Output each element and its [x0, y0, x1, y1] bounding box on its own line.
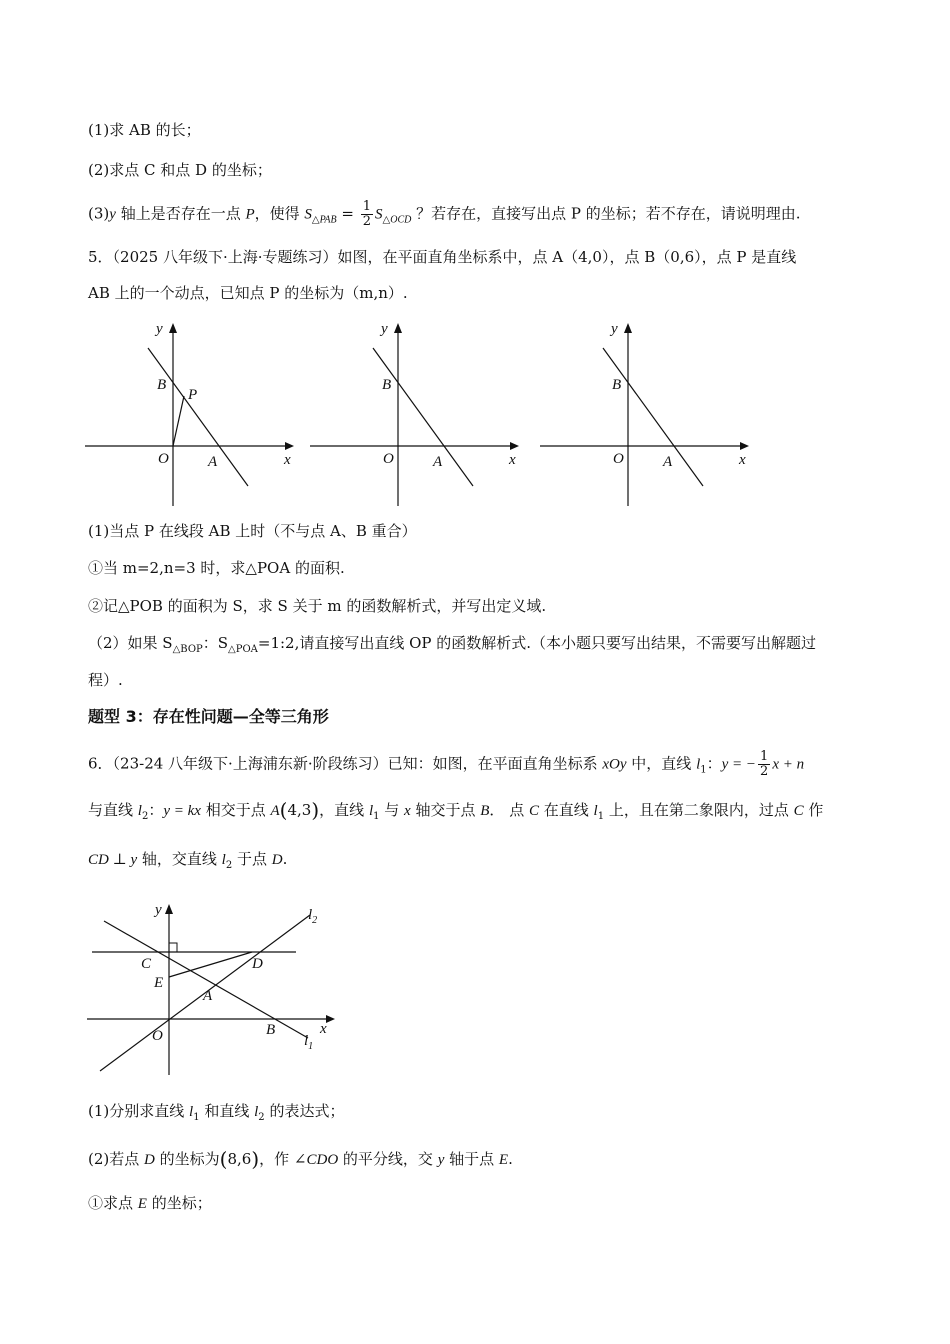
label-o: O [158, 451, 169, 467]
label-o: O [152, 1028, 163, 1044]
y-axis-arrow [169, 323, 177, 333]
label-a: A [203, 988, 213, 1004]
q5-figure-1 [80, 316, 300, 511]
q5-sub2: （2）如果 $S_{\triangle BOP}$：$S_{\triangle POA}=1:2$,请直接写出直线 OP 的函数解析式.（本小题只要写出结果，不需要写出解题过 [88, 634, 817, 655]
q6-intro-line3: CD ⊥ y 轴，交直线 $l_2$ 于点 D. [88, 850, 288, 871]
label-a: A [208, 454, 218, 470]
segment-op [173, 396, 184, 446]
q6-intro-line2: 与直线 $l_2$：y = kx 相交于点 A(4,3)，直线 $l_1$ 与 x 轴交于点 B． 点 C 在直线 $l_1$ 上，且在第二象限内，过点 C 作 [88, 798, 824, 822]
x-axis-arrow [510, 442, 519, 450]
label-o: O [383, 451, 394, 467]
label-d: D [252, 956, 263, 972]
label-x: x [320, 1021, 327, 1037]
q5-sub2-end: 程）. [88, 671, 123, 689]
y-axis-arrow [165, 904, 173, 914]
y-axis-arrow [394, 323, 402, 333]
label-p: P [188, 387, 198, 403]
q6-figure [82, 895, 342, 1080]
label-x: x [509, 452, 516, 468]
label-a: A [433, 454, 443, 470]
label-y: y [155, 902, 162, 918]
q5-figure-3 [535, 316, 755, 511]
label-a: A [663, 454, 673, 470]
label-b: B [382, 377, 392, 393]
label-y: y [611, 321, 618, 337]
q5-intro-line2: AB 上的一个动点，已知点 P 的坐标为（m,n）. [88, 284, 408, 302]
q4-part2: (2)求点 C 和点 D 的坐标； [88, 161, 272, 179]
q5-sub1: (1)当点 P 在线段 AB 上时（不与点 A、B 重合） [88, 522, 417, 540]
x-axis-arrow [740, 442, 749, 450]
q5-intro-line1: 5．（2025 八年级下·上海·专题练习）如图，在平面直角坐标系中，点 A（4,0），点 B（0,6），点 P 是直线 [88, 248, 797, 266]
label-y: y [156, 321, 163, 337]
label-l1: $l_1$ [304, 1033, 314, 1052]
fraction-half: $\frac{1}{2}$ [760, 749, 769, 779]
label-x: x [284, 452, 291, 468]
q4-part3: (3)y 轴上是否存在一点 P，使得 $S_{\triangle PAB}$ = $\frac{1}{2}$ $S_{\triangle OCD}$ ？若存在，直接写出点 P 的坐标；若不存在，请说明理由. [88, 199, 801, 229]
q5-figure-2 [305, 316, 525, 511]
label-b: B [266, 1022, 276, 1038]
label-l2: $l_2$ [308, 907, 318, 926]
fraction-half: $\frac{1}{2}$ [362, 199, 372, 229]
segment-ed [169, 952, 252, 977]
q4-part1: (1)求 AB 的长； [88, 121, 201, 139]
label-y: y [381, 321, 388, 337]
q5-sub1a: ①当 m=2,n=3 时，求△POA 的面积. [88, 559, 345, 577]
label-e: E [154, 975, 164, 991]
label-b: B [612, 377, 622, 393]
x-axis-arrow [326, 1015, 335, 1023]
y-axis-arrow [624, 323, 632, 333]
x-axis-arrow [285, 442, 294, 450]
right-angle-mark [169, 943, 177, 952]
q6-part2: (2)若点 D 的坐标为(8,6)，作 ∠CDO 的平分线，交 y 轴于点 E. [88, 1147, 513, 1171]
label-c: C [141, 956, 152, 972]
section-heading: 题型 3：存在性问题—全等三角形 [88, 707, 329, 726]
q6-part2a: ①求点 E 的坐标； [88, 1194, 212, 1212]
label-x: x [739, 452, 746, 468]
q5-sub1b: ②记△POB 的面积为 S，求 S 关于 m 的函数解析式，并写出定义域. [88, 597, 547, 615]
q6-intro-line1: 6．（23-24 八年级下·上海浦东新·阶段练习）已知：如图，在平面直角坐标系 xOy 中，直线 $l_1$：y = − $\frac{1}{2}$ x + n [88, 749, 805, 779]
q6-part1: (1)分别求直线 $l_1$ 和直线 $l_2$ 的表达式； [88, 1102, 345, 1123]
label-b: B [157, 377, 167, 393]
label-o: O [613, 451, 624, 467]
